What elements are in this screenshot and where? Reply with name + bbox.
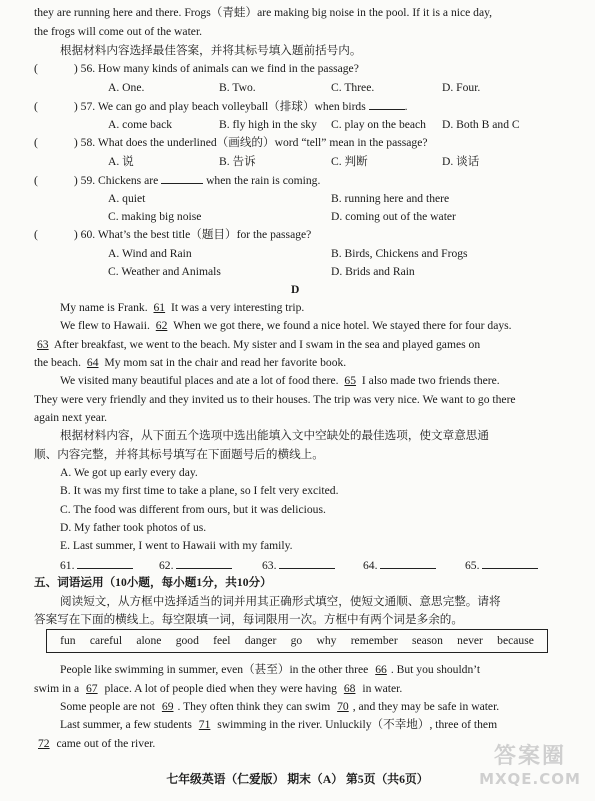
answer-blank[interactable]: [77, 556, 133, 569]
option-b: B. It was my first time to take a plane, so I felt very excited.: [60, 484, 339, 497]
answer-number: 61.: [60, 559, 75, 572]
passage-text: My mom sat in the chair and read her favorite book.: [104, 356, 347, 369]
answer-65: [465, 556, 538, 576]
word-box-item: danger: [244, 633, 277, 647]
passage-text: , and they may be safe in water.: [352, 700, 500, 713]
option-b: B. 告诉: [219, 155, 256, 168]
gap-number: 66: [375, 663, 387, 676]
answer-paren-open: (: [34, 228, 38, 241]
answer-paren-close: ): [73, 62, 78, 75]
gap-number: 69: [161, 700, 174, 713]
option-a: A. quiet: [108, 192, 146, 205]
gap-number: 63: [37, 338, 49, 351]
passage-text: . They often think they can swim: [177, 700, 331, 713]
answer-63: [262, 556, 335, 576]
gap-number: 68: [343, 682, 356, 695]
answer-62: [159, 556, 232, 576]
section-c-instruction: 根据材料内容选择最佳答案，并将其标号填入题前括号内。: [60, 44, 362, 57]
passage-text: . But you shouldn’t: [390, 663, 481, 676]
answer-number: 65.: [465, 559, 480, 572]
option-c: C. making big noise: [108, 210, 202, 223]
question-56: [34, 60, 359, 79]
gap-number: 71: [198, 718, 211, 731]
passage-text: I also made two friends there.: [361, 374, 500, 387]
section-d-instruction-1: 根据材料内容，从下面五个选项中选出能填入文中空缺处的最佳选项，使文章意思通: [60, 429, 489, 442]
answer-61: [60, 556, 133, 576]
option-c: C. 判断: [331, 155, 368, 168]
passage-text: came out of the river.: [56, 737, 156, 750]
option-a: A. One.: [108, 81, 145, 94]
gap-number: 64: [86, 356, 99, 369]
passage-text: It was a very interesting trip.: [171, 301, 305, 314]
question-stem: 58. What does the underlined（画线的）word “tell” mean in the passage?: [80, 136, 428, 149]
word-box: [46, 629, 548, 653]
answer-number: 62.: [159, 559, 174, 572]
option-e: E. Last summer, I went to Hawaii with my family.: [60, 539, 293, 552]
option-d: D. coming out of the water: [331, 210, 456, 223]
answer-number: 64.: [363, 559, 378, 572]
passage-5-line-4: [60, 716, 497, 735]
section-5-heading: 五、词语运用（10小题，每小题1分，共10分）: [34, 576, 272, 589]
option-a: A. We got up early every day.: [60, 466, 198, 479]
passage-5-line-1: [60, 661, 480, 680]
watermark-bottom: MXQE.COM: [479, 770, 581, 788]
answer-64: [363, 556, 436, 576]
passage-text: People like swimming in summer, even（甚至）in the other three: [60, 663, 369, 676]
passage-d-line-7: again next year.: [34, 411, 108, 424]
word-box-item: feel: [213, 633, 231, 647]
option-b: B. Two.: [219, 81, 256, 94]
answer-paren-open: (: [34, 174, 38, 187]
passage-text: swim in a: [34, 682, 80, 695]
answer-blank[interactable]: [482, 556, 538, 569]
option-b: B. running here and there: [331, 192, 450, 205]
question-stem-end: .: [404, 100, 408, 113]
option-d: D. Four.: [442, 81, 481, 94]
gap-number: 70: [337, 700, 349, 713]
passage-5-line-3: [60, 698, 499, 717]
watermark-top: 答案圈: [493, 744, 566, 769]
question-58: [34, 134, 428, 153]
question-57: [34, 97, 408, 117]
question-stem: 56. How many kinds of animals can we find in the passage?: [80, 62, 359, 75]
option-a: A. 说: [108, 155, 134, 168]
answer-blank[interactable]: [380, 556, 436, 569]
gap-number: 61: [153, 301, 166, 314]
watermark-logo: [471, 746, 589, 796]
option-c: C. The food was different from ours, but it was delicious.: [60, 503, 326, 516]
question-stem: 57. We can go and play beach volleyball（排球）when birds: [80, 100, 366, 113]
answer-paren-close: ): [73, 100, 78, 113]
passage-text: Last summer, a few students: [60, 718, 192, 731]
option-b: B. fly high in the sky: [219, 118, 317, 131]
gap-number: 72: [38, 737, 50, 750]
word-box-item: go: [290, 633, 303, 647]
passage-5-line-5: [34, 735, 155, 754]
page-footer: 七年级英语（仁爱版） 期末（A） 第5页（共6页）: [166, 772, 429, 786]
answer-paren-close: ): [73, 136, 78, 149]
section-d-instruction-2: 顺、内容完整，并将其标号填写在下面题号后的横线上。: [34, 448, 324, 461]
passage-5-line-2: [34, 680, 402, 699]
option-c: C. Three.: [331, 81, 375, 94]
answer-paren-open: (: [34, 100, 38, 113]
passage-text: Some people are not: [60, 700, 155, 713]
answer-paren-close: ): [73, 174, 78, 187]
word-box-item: because: [497, 633, 534, 647]
answer-paren-open: (: [34, 62, 38, 75]
passage-d-line-1: [60, 299, 304, 318]
word-box-item: season: [411, 633, 443, 647]
gap-number: 67: [86, 682, 98, 695]
passage-d-line-2: [60, 317, 512, 336]
answer-number: 63.: [262, 559, 277, 572]
word-box-item: never: [457, 633, 483, 647]
answer-blank[interactable]: [279, 556, 335, 569]
option-d: D. Brids and Rain: [331, 265, 415, 278]
question-60: [34, 226, 311, 245]
intro-line-2: the frogs will come out of the water.: [34, 25, 203, 38]
section-5-instruction-1: 阅读短文，从方框中选择适当的词并用其正确形式填空，使短文通顺、意思完整。请将: [60, 595, 501, 608]
answer-paren-close: ): [73, 228, 78, 241]
answer-blank[interactable]: [161, 171, 203, 184]
passage-d-line-4: [34, 354, 346, 373]
intro-line-1: they are running here and there. Frogs（青蛙）are making big noise in the pool. If it is a nice day,: [34, 6, 493, 19]
option-c: C. play on the beach: [331, 118, 426, 131]
word-box-item: good: [175, 633, 199, 647]
passage-text: swimming in the river. Unluckily（不幸地）, three of them: [217, 718, 498, 731]
passage-text: in water.: [362, 682, 403, 695]
option-c: C. Weather and Animals: [108, 265, 221, 278]
option-d: D. My father took photos of us.: [60, 521, 207, 534]
passage-text: After breakfast, we went to the beach. My sister and I swam in the sea and played games on: [53, 338, 481, 351]
question-stem: 60. What’s the best title（题目）for the passage?: [80, 228, 312, 241]
answer-blank[interactable]: [369, 97, 405, 110]
question-stem-end: when the rain is coming.: [206, 174, 321, 187]
passage-text: We flew to Hawaii.: [60, 319, 150, 332]
passage-text: We visited many beautiful places and ate a lot of food there.: [60, 374, 339, 387]
answer-blank[interactable]: [176, 556, 232, 569]
word-box-item: careful: [89, 633, 123, 647]
word-box-item: fun: [60, 633, 76, 647]
passage-text: the beach.: [34, 356, 81, 369]
gap-number: 65: [344, 374, 357, 387]
word-box-item: why: [316, 633, 337, 647]
section-d-heading: D: [291, 283, 300, 296]
passage-d-line-3: [34, 336, 480, 355]
answer-paren-open: (: [34, 136, 38, 149]
passage-text: When we got there, we found a nice hotel. We stayed there for four days.: [173, 319, 512, 332]
word-box-item: remember: [350, 633, 398, 647]
option-b: B. Birds, Chickens and Frogs: [331, 247, 468, 260]
passage-d-line-6: They were very friendly and they invited us to their houses. The trip was very nice. We want to go there: [34, 393, 516, 406]
option-d: D. 谈话: [442, 155, 480, 168]
option-d: D. Both B and C: [442, 118, 520, 131]
gap-number: 62: [155, 319, 168, 332]
question-59: [34, 171, 320, 191]
passage-d-line-5: [60, 372, 500, 391]
section-5-instruction-2: 答案写在下面的横线上。每空限填一词，每词限用一次。方框中有两个词是多余的。: [34, 613, 463, 626]
option-a: A. Wind and Rain: [108, 247, 192, 260]
question-stem: 59. Chickens are: [80, 174, 159, 187]
word-box-item: alone: [136, 633, 162, 647]
option-a: A. come back: [108, 118, 173, 131]
passage-text: My name is Frank.: [60, 301, 148, 314]
passage-text: place. A lot of people died when they were having: [104, 682, 337, 695]
